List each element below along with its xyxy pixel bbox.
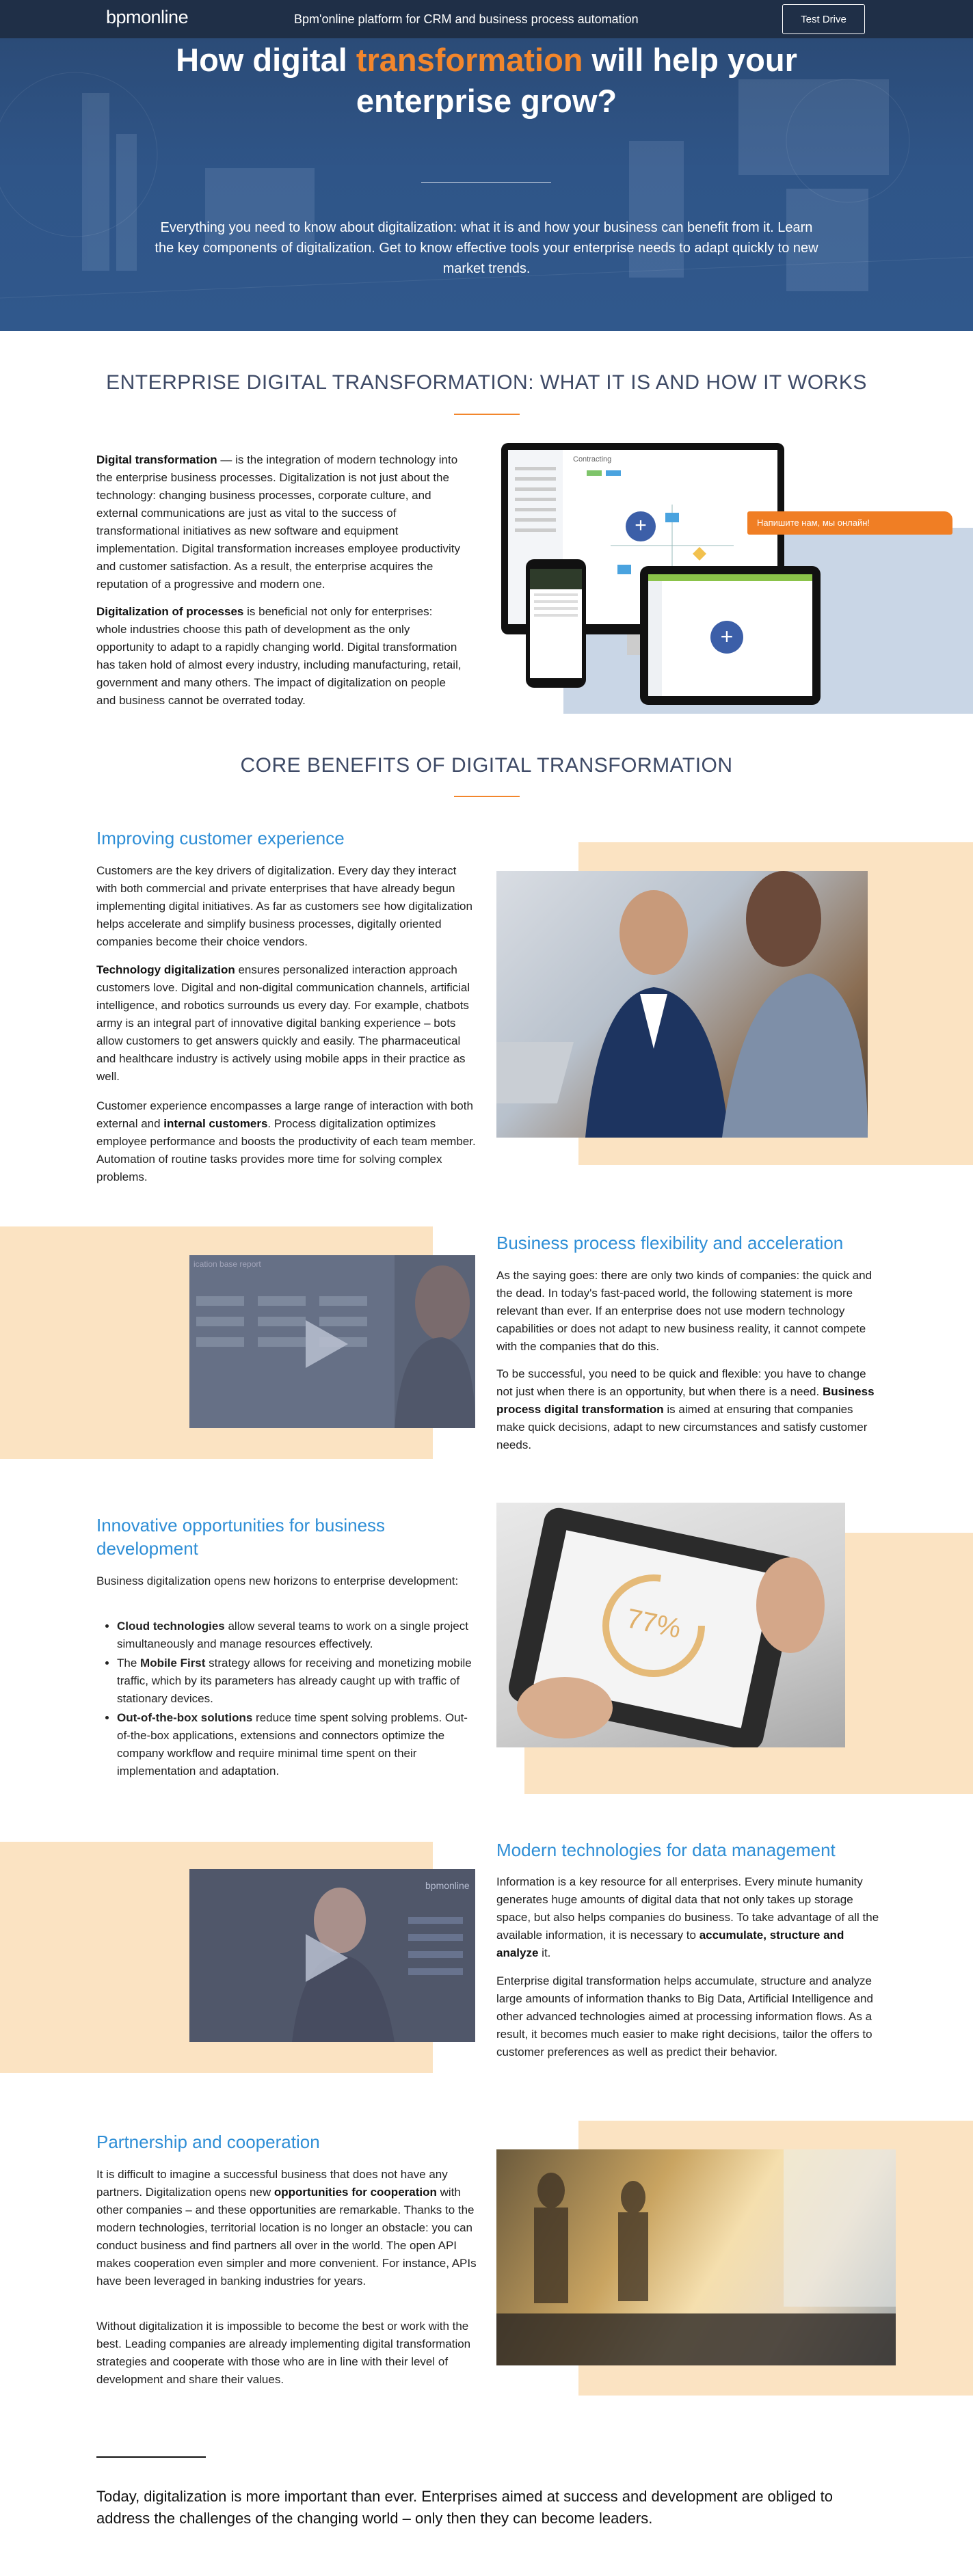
benefit-title-innovative: Innovative opportunities for business development — [96, 1515, 386, 1559]
header-tagline: Bpm'online platform for CRM and business process automation — [294, 12, 639, 26]
paragraph-internal-customers: Customer experience encompasses a large range of interaction with both external and internal customers. Process digitalization optimizes employee performance and boosts the productivity of each team member. Automation of routine tasks provides more time for solving complex problems. — [96, 1099, 476, 1183]
heading-underline-2 — [454, 796, 520, 797]
paragraph-key-resource: Information is a key resource for all enterprises. Every minute humanity generates huge amounts of digital data that not only takes up storage space, but also helps companies do business. To take advantage of all the available information, it is necessary to accumulate, structure and analyze it. — [496, 1875, 879, 1959]
hero-divider — [421, 182, 551, 183]
paragraph-digitalization-processes: Digitalization of processes is beneficial not only for enterprises: whole industries choose this path of development as the only opportunity to adapt to a rapidly changing world. Digital transformation has taken hold of almost every industry, including manufacturing, retail, government and many others. The impact of digitalization on people and business cannot be overrated today. — [96, 605, 462, 707]
section-heading-what-it-is: ENTERPRISE DIGITAL TRANSFORMATION: WHAT IT IS AND HOW IT WORKS — [106, 371, 867, 394]
benefit-title-customer-experience: Improving customer experience — [96, 828, 345, 848]
list-item: • Out-of-the-box solutions reduce time spent solving problems. Out-of-the-box applications, extensions and connectors optimize the company workflow and require minimal time spent on their implementation and adaptation. — [117, 1709, 479, 1780]
benefit-title-partnership: Partnership and cooperation — [96, 2132, 320, 2152]
hero-title-accent: transformation — [356, 42, 583, 78]
list-item: • The Mobile First strategy allows for receiving and monetizing mobile traffic, which by its parameters has already caught up with traffic of stationary devices. — [117, 1654, 479, 1708]
opportunities-list — [96, 1618, 479, 1782]
video-thumbnail-speaker[interactable] — [189, 1869, 475, 2042]
business-meeting-photo — [496, 871, 868, 1138]
section-heading-core-benefits: CORE BENEFITS OF DIGITAL TRANSFORMATION — [240, 754, 733, 777]
heading-underline — [454, 414, 520, 415]
benefit-title-data-management: Modern technologies for data management — [496, 1840, 836, 1860]
plus-icon-tablet[interactable]: + — [710, 621, 743, 654]
screen-title: Contracting — [573, 455, 612, 464]
closing-statement: Today, digitalization is more important than ever. Enterprises aimed at success and development are obliged to address the challenges of the changing world – only then they can become leaders. — [96, 2488, 833, 2527]
benefit-title-flexibility: Business process flexibility and acceleration — [496, 1233, 844, 1253]
test-drive-button[interactable]: Test Drive — [782, 4, 865, 34]
paragraph-technology-digitalization: Technology digitalization ensures personalized interaction approach customers love. Digital and non-digital communication channels, artificial intelligence, and robotics surrounds us every day. For example, chatbots army is an integral part of innovative digital banking experience – bots allow customers to get answers quickly and easily. The pharmaceutical and healthcare industry is actively using mobile apps in their practice as well. — [96, 963, 470, 1083]
paragraph-customers-drivers: Customers are the key drivers of digitalization. Every day they interact with both commercial and private enterprises that have already begun implementing digital initiatives. As far as customers see how digitalization helps accelerate and simplify business processes, digitally oriented companies become their choice vendors. — [96, 864, 472, 948]
phone-illustration — [526, 559, 586, 688]
paragraph-best-work: Without digitalization it is impossible to become the best or work with the best. Leading companies are already implementing digital transformation strategies and cooperate with those who are in line with their level of development and share their values. — [96, 2320, 471, 2386]
chat-widget[interactable]: Напишите нам, мы онлайн! — [747, 511, 952, 535]
video-thumbnail-report[interactable] — [189, 1255, 475, 1428]
hero-title: How digital transformation will help your enterprise grow? — [176, 42, 797, 119]
video-caption: ication base report — [194, 1259, 261, 1269]
paragraph-big-data: Enterprise digital transformation helps accumulate, structure and analyze large amounts of information thanks to Big Data, Artificial Intelligence and other advanced technologies aimed at processing information flows. As a result, it becomes much easier to make right decisions, tailor the offers to customer preferences as well as predict their behavior. — [496, 1974, 873, 2058]
plus-icon[interactable]: + — [626, 511, 656, 541]
tablet-percentage: 77% — [624, 1603, 684, 1644]
list-item: • Cloud technologies allow several teams to work on a single project simultaneously and manage resources effectively. — [117, 1618, 479, 1653]
paragraph-quick-and-flexible: To be successful, you need to be quick and flexible: you have to change not just when there is an opportunity, but when there is a need. Business process digital transformation is aimed at ensuring that companies make quick decisions, adapt to new circumstances and satisfy customer needs. — [496, 1367, 875, 1451]
paragraph-digital-transformation: Digital transformation — is the integration of modern technology into the enterprise business processes. Digitalization is not just about the technology: changing business processes, corporate culture, and external communications are just as vital to the success of transformational initiatives as new software and equipment implementation. Digital transformation increases employee productivity and customer satisfaction. As a result, the enterprise acquires the reputation of a progressive and modern one. — [96, 453, 460, 591]
video-logo: bpmonline — [425, 1880, 470, 1891]
paragraph-quick-and-dead: As the saying goes: there are only two kinds of companies: the quick and the dead. In today's fast-paced world, the following statement is more relevant than ever. If an enterprise does not use modern technology capabilities or does not adapt to new business reality, it cannot compete with the companies that do this. — [496, 1269, 872, 1353]
hero-subtitle: Everything you need to know about digitalization: what it is and how your business can benefit from it. Learn the key components of digitalization. Get to know effective tools your enterprise needs to adapt quickly to new market trends. — [155, 220, 818, 276]
logo[interactable]: bpmonline — [106, 7, 189, 27]
partnership-office-photo — [496, 2149, 896, 2365]
play-icon[interactable] — [189, 1869, 475, 2042]
tablet-hands-photo — [496, 1503, 845, 1747]
paragraph-partners: It is difficult to imagine a successful business that does not have any partners. Digitalization opens new opportunities for cooperation with other companies – and these opportunities are remarkable. Thanks to the modern technologies, territorial location is no longer an obstacle: you can conduct business and find partners all over in the world. The open API makes cooperation even simpler and more convenient. For instance, APIs have been leveraged in banking industries for years. — [96, 2168, 477, 2287]
play-icon[interactable] — [189, 1255, 475, 1428]
closing-divider — [96, 2456, 206, 2458]
paragraph-new-horizons: Business digitalization opens new horizons to enterprise development: — [96, 1574, 459, 1587]
